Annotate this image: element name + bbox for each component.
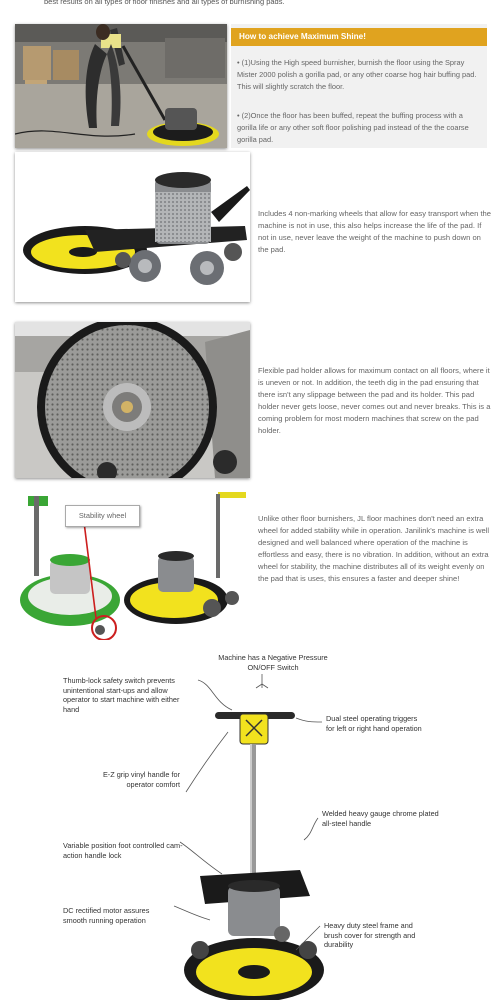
- label-dc-motor: DC rectified motor assures smooth running operation: [63, 906, 150, 925]
- intro-text: best results on all types of floor finishes and all types of burnishing pads.: [44, 0, 285, 6]
- label-welded-handle: Welded heavy gauge chrome plated all-steel handle: [322, 809, 439, 828]
- stability-wheel-label: Stability wheel: [65, 505, 140, 527]
- tip-step-1: • (1)Using the High speed burnisher, burnish the floor using the Spray Mister 2000 polish a gorilla pad, or any other coarse hog hair buffing pad. This will slightly scratch the floor.: [237, 58, 477, 91]
- stability-caption: Unlike other floor burnishers, JL floor machines don't need an extra wheel for added stability while in operation. Janilink's machine is well designed and well balanced where operation of the machine is effortless and easy, there is no vibration. In addition, without an extra wheel for stability, the machine distributes all of its weight evenly on the pad that is uses, this ensures a faster and deeper shine!: [258, 514, 490, 583]
- label-variable-position: Variable position foot controlled cam-action handle lock: [63, 841, 183, 860]
- tips-title: How to achieve Maximum Shine!: [231, 28, 487, 46]
- operator-photo: [15, 24, 227, 148]
- label-thumb-lock: Thumb-lock safety switch prevents unintentional start-ups and allow operator to start machine with either hand: [63, 676, 180, 714]
- label-negative-pressure: Machine has a Negative Pressure ON/OFF Switch: [218, 653, 328, 672]
- pad-holder-photo: [15, 322, 250, 478]
- pad-holder-caption: Flexible pad holder allows for maximum contact on all floors, where it is uneven or not. In addition, the teeth dig in the pad ensuring that there isn't any slippage between the pad and its holder. This pad holder never gets loose, never comes out and never breaks. This is a coming problem for most modern machines that screw on the pad holder.: [258, 366, 491, 435]
- tip-step-2: • (2)Once the floor has been buffed, repeat the buffing process with a gorilla life or any other soft floor polishing pad instead of the the coarse gorilla pad.: [237, 111, 469, 144]
- label-ez-grip: E-Z grip vinyl handle for operator comfort: [102, 770, 180, 789]
- wheels-caption: Includes 4 non-marking wheels that allow for easy transport when the machine is not in use, this also helps increase the life of the pad. If not in use, never leave the weight of the machine to push down on the pad.: [258, 209, 491, 254]
- wheels-photo: [15, 152, 250, 302]
- label-dual-triggers: Dual steel operating triggers for left or right hand operation: [326, 714, 422, 733]
- label-steel-frame: Heavy duty steel frame and brush cover for strength and durability: [324, 921, 416, 949]
